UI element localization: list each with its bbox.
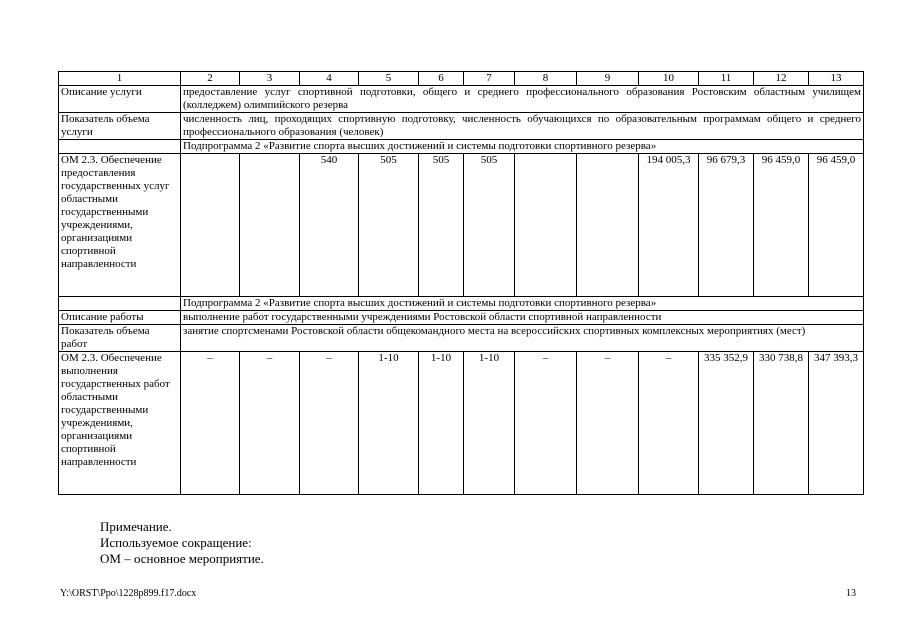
row-label: Описание работы: [59, 311, 181, 325]
header-cell: 12: [754, 72, 809, 86]
header-cell: 13: [809, 72, 864, 86]
service-description-row: [59, 86, 864, 113]
value-cell: 505: [464, 154, 515, 297]
header-cell: 3: [240, 72, 300, 86]
subprogram-row: [59, 140, 864, 154]
value-cell: –: [577, 352, 639, 495]
value-cell: 96 679,3: [699, 154, 754, 297]
value-cell: 1-10: [419, 352, 464, 495]
row-text: предоставление услуг спортивной подготовки, общего и среднего профессионального образования Ростовским областным училищем (колледжем) олимпийского резерва: [181, 86, 864, 113]
value-cell: 96 459,0: [754, 154, 809, 297]
header-cell: 5: [359, 72, 419, 86]
header-cell: 2: [181, 72, 240, 86]
value-cell: 330 738,8: [754, 352, 809, 495]
subprogram-title: Подпрограмма 2 «Развитие спорта высших достижений и системы подготовки спортивного резерва»: [181, 297, 864, 311]
value-cell: [515, 154, 577, 297]
value-cell: 194 005,3: [639, 154, 699, 297]
subprogram-title: Подпрограмма 2 «Развитие спорта высших достижений и системы подготовки спортивного резерва»: [181, 140, 864, 154]
header-row: [59, 72, 864, 86]
header-cell: 4: [300, 72, 359, 86]
program-indicators-table: [58, 71, 864, 495]
row-text: занятие спортсменами Ростовской области общекомандного места на всероссийских спортивных комплексных мероприятиях (мест): [181, 325, 864, 352]
om-row: [59, 352, 864, 495]
notes-block: [100, 519, 264, 567]
row-label: Описание услуги: [59, 86, 181, 113]
note-abbrev-definition: ОМ – основное мероприятие.: [100, 551, 264, 566]
note-title: Примечание.: [100, 519, 172, 534]
row-text: выполнение работ государственными учреждениями Ростовской области спортивной направленности: [181, 311, 864, 325]
value-cell: –: [240, 352, 300, 495]
header-cell: 10: [639, 72, 699, 86]
value-cell: 505: [359, 154, 419, 297]
empty-cell: [59, 297, 181, 311]
value-cell: 347 393,3: [809, 352, 864, 495]
value-cell: –: [639, 352, 699, 495]
value-cell: –: [515, 352, 577, 495]
value-cell: –: [181, 352, 240, 495]
work-description-row: [59, 311, 864, 325]
row-text: численность лиц, проходящих спортивную подготовку, численность обучающихся по образовательным программам общего и среднего профессионального образования (человек): [181, 113, 864, 140]
footer-file-path: Y:\ORST\Ppo\1228p899.f17.docx: [60, 588, 197, 599]
header-cell: 6: [419, 72, 464, 86]
value-cell: 96 459,0: [809, 154, 864, 297]
header-cell: 11: [699, 72, 754, 86]
row-label: Показатель объема услуги: [59, 113, 181, 140]
header-cell: 1: [59, 72, 181, 86]
value-cell: 540: [300, 154, 359, 297]
value-cell: 335 352,9: [699, 352, 754, 495]
note-abbrev-heading: Используемое сокращение:: [100, 535, 252, 550]
header-cell: 9: [577, 72, 639, 86]
row-label: Показатель объема работ: [59, 325, 181, 352]
om-label: ОМ 2.3. Обеспечение предоставления государственных услуг областными государственными учреждениями, организациями спортивной направленности: [59, 154, 181, 297]
value-cell: [181, 154, 240, 297]
service-volume-row: [59, 113, 864, 140]
value-cell: 1-10: [359, 352, 419, 495]
value-cell: [240, 154, 300, 297]
empty-cell: [59, 140, 181, 154]
value-cell: 1-10: [464, 352, 515, 495]
om-row: [59, 154, 864, 297]
om-label: ОМ 2.3. Обеспечение выполнения государственных работ областными государственными учреждениями, организациями спортивной направленности: [59, 352, 181, 495]
header-cell: 7: [464, 72, 515, 86]
header-cell: 8: [515, 72, 577, 86]
value-cell: [577, 154, 639, 297]
footer-page-number: 13: [846, 588, 856, 599]
value-cell: –: [300, 352, 359, 495]
work-volume-row: [59, 325, 864, 352]
value-cell: 505: [419, 154, 464, 297]
subprogram-row: [59, 297, 864, 311]
